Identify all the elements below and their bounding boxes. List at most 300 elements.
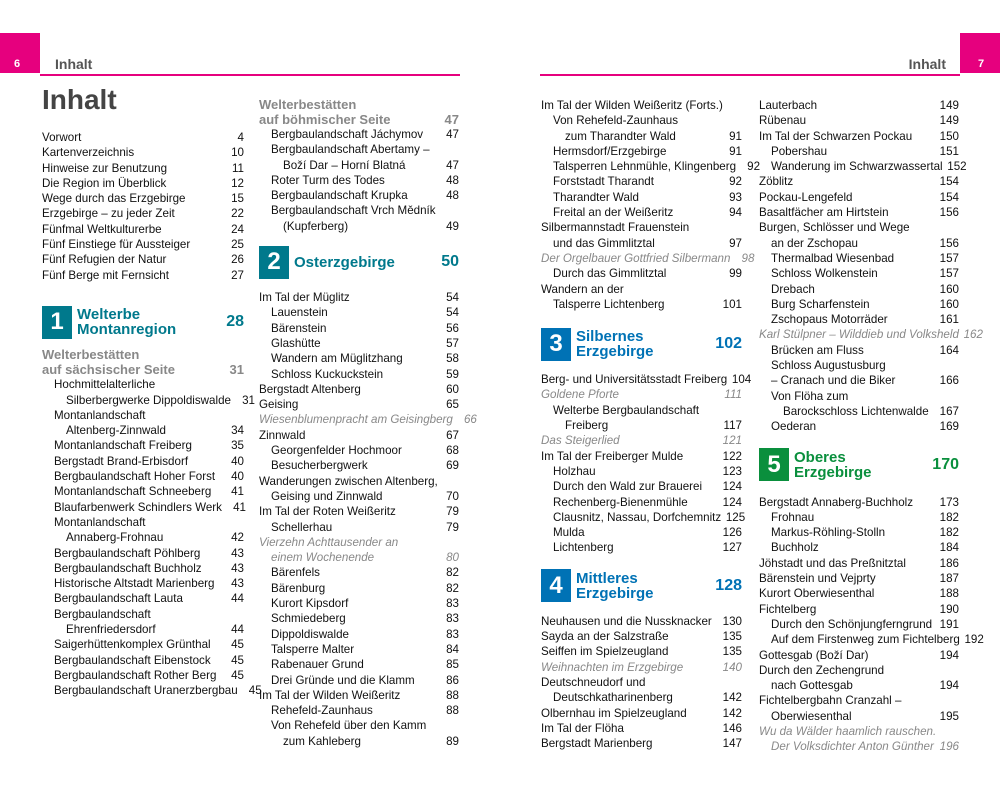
toc-entry[interactable]	[541, 479, 742, 494]
toc-entry[interactable]	[42, 591, 244, 606]
toc-entry-page: 83	[446, 612, 459, 626]
toc-entry[interactable]	[541, 282, 742, 297]
toc-entry-title: Der Orgelbauer Gottfried Silbermann	[541, 251, 731, 265]
toc-entry[interactable]	[541, 690, 742, 705]
toc-entry-page: 68	[446, 444, 459, 458]
toc-entry-page	[723, 98, 747, 113]
toc-entry[interactable]	[541, 251, 755, 266]
toc-entry-title: Lichtenberg	[553, 541, 614, 555]
toc-entry-title: Bergstadt Brand-Erbisdorf	[54, 454, 189, 468]
toc-entry-page: 70	[446, 489, 459, 503]
toc-entry-title: Durch den Schönjungferngrund	[771, 617, 933, 631]
toc-entry[interactable]	[759, 343, 959, 358]
toc-entry[interactable]	[259, 203, 459, 218]
toc-entry-title: Wandern an der	[541, 282, 624, 296]
toc-entry-title: Fünfmal Weltkulturerbe	[42, 222, 162, 236]
osterzgebirge-list	[259, 290, 477, 749]
toc-entry[interactable]	[541, 129, 742, 144]
toc-entry-title: Talsperre Malter	[271, 642, 355, 656]
toc-entry-page: 22	[231, 207, 244, 221]
toc-entry-page: 190	[939, 602, 959, 616]
toc-entry[interactable]	[42, 268, 244, 283]
toc-entry-page	[435, 142, 459, 157]
toc-entry-page: 182	[939, 510, 959, 524]
toc-entry-page: 121	[722, 434, 742, 448]
toc-entry[interactable]	[259, 642, 459, 657]
toc-entry[interactable]	[42, 222, 244, 237]
toc-entry-page: 57	[446, 336, 459, 350]
toc-entry-page: 182	[939, 526, 959, 540]
toc-entry-page	[718, 282, 742, 297]
toc-entry-title: Pockau-Lengefeld	[759, 190, 853, 204]
toc-entry-page: 192	[964, 633, 984, 647]
toc-entry[interactable]	[259, 550, 459, 565]
toc-entry-title: Rübenau	[759, 114, 807, 128]
toc-entry[interactable]	[759, 129, 959, 144]
chapter-3-heading[interactable]	[541, 326, 742, 362]
toc-entry-page: 167	[939, 404, 959, 418]
toc-entry[interactable]	[541, 174, 742, 189]
toc-entry[interactable]	[759, 358, 959, 373]
toc-entry[interactable]	[259, 489, 459, 504]
toc-entry[interactable]	[541, 644, 742, 659]
toc-entry-page: 41	[231, 485, 244, 499]
toc-entry[interactable]	[759, 678, 959, 693]
toc-entry-title: Barockschloss Lichtenwalde	[783, 404, 929, 418]
saxon-sites-list	[42, 377, 262, 698]
toc-entry-title: Im Tal der Freiberger Mulde	[541, 449, 684, 463]
toc-entry[interactable]	[259, 412, 477, 427]
toc-entry-title: Tharandter Wald	[553, 190, 639, 204]
toc-entry[interactable]	[259, 382, 459, 397]
toc-entry[interactable]	[759, 495, 959, 510]
toc-entry-title: Fünf Berge mit Fernsicht	[42, 268, 169, 282]
toc-entry[interactable]	[42, 515, 244, 530]
toc-entry-page: 43	[231, 561, 244, 575]
toc-entry-page	[935, 663, 959, 678]
chapter-page: 28	[226, 313, 244, 331]
toc-entry-title: Montanlandschaft	[54, 515, 146, 529]
toc-entry-title: Burg Scharfenstein	[771, 297, 870, 311]
toc-entry[interactable]	[42, 561, 244, 576]
toc-entry[interactable]	[541, 540, 742, 555]
chapter-title	[794, 450, 932, 480]
toc-entry[interactable]	[541, 660, 742, 675]
toc-entry-page: 154	[939, 190, 959, 204]
toc-entry-page	[935, 358, 959, 373]
toc-entry-title: Rechenberg-Bienenmühle	[553, 495, 688, 509]
toc-entry[interactable]	[759, 540, 959, 555]
toc-entry-title: Mulda	[553, 526, 585, 540]
toc-entry[interactable]	[541, 721, 742, 736]
chapter-title-line-2: Erzgebirge	[794, 463, 872, 481]
toc-entry[interactable]	[541, 629, 742, 644]
toc-entry[interactable]	[259, 458, 459, 473]
toc-entry[interactable]	[42, 206, 244, 221]
toc-entry[interactable]	[759, 312, 959, 327]
toc-entry-page: 83	[446, 597, 459, 611]
toc-entry-page: 124	[722, 480, 742, 494]
toc-entry[interactable]	[259, 305, 459, 320]
toc-entry[interactable]	[759, 709, 959, 724]
toc-entry-title: Frohnau	[771, 510, 815, 524]
toc-entry-page: 56	[446, 321, 459, 335]
toc-entry[interactable]	[42, 423, 244, 438]
chapter-title-line-1: Oberes	[794, 448, 846, 466]
chapter-4-heading[interactable]	[541, 568, 742, 604]
toc-entry-title: Wege durch das Erzgebirge	[42, 192, 186, 206]
toc-entry-page: 49	[446, 219, 459, 233]
toc-entry[interactable]	[541, 266, 742, 281]
toc-entry-title: Zöblitz	[759, 175, 794, 189]
toc-entry[interactable]	[541, 220, 742, 235]
toc-entry[interactable]	[759, 174, 959, 189]
toc-entry-page: 44	[231, 623, 244, 637]
chapter-number-box: 2	[259, 246, 289, 279]
toc-entry[interactable]	[759, 144, 959, 159]
toc-entry[interactable]	[759, 220, 959, 235]
toc-entry-page: 187	[939, 572, 959, 586]
left-header-rule	[40, 74, 460, 76]
toc-entry[interactable]	[759, 236, 959, 251]
toc-entry[interactable]	[42, 484, 244, 499]
toc-entry-title: Seiffen im Spielzeugland	[541, 645, 669, 659]
toc-entry[interactable]	[759, 389, 959, 404]
toc-entry[interactable]	[759, 724, 959, 739]
toc-entry[interactable]	[42, 576, 244, 591]
toc-entry-title: Bergstadt Altenberg	[259, 382, 361, 396]
toc-entry[interactable]	[759, 327, 983, 342]
toc-entry[interactable]	[759, 663, 959, 678]
toc-entry-title: Bergbaulandschaft Jáchymov	[271, 128, 424, 141]
toc-entry-title: (Kupferberg)	[283, 219, 349, 233]
toc-entry[interactable]	[259, 581, 459, 596]
section-page: 31	[229, 361, 244, 377]
toc-entry-title: Georgenfelder Hochmoor	[271, 444, 402, 458]
toc-entry[interactable]	[759, 205, 959, 220]
toc-entry-title: Geising und Zinnwald	[271, 489, 383, 503]
chapter-5-heading[interactable]	[759, 447, 959, 483]
toc-entry[interactable]	[259, 188, 459, 203]
toc-entry[interactable]	[259, 520, 459, 535]
toc-entry[interactable]	[259, 428, 459, 443]
toc-entry[interactable]	[259, 367, 459, 382]
toc-entry-title: Wandern am Müglitzhang	[271, 352, 403, 366]
toc-entry-page: 135	[722, 645, 742, 659]
toc-entry-page: 35	[231, 439, 244, 453]
toc-entry-page: 157	[939, 267, 959, 281]
toc-entry[interactable]	[42, 176, 244, 191]
toc-entry[interactable]	[759, 571, 959, 586]
toc-entry[interactable]	[42, 607, 244, 622]
toc-entry-page: 126	[722, 526, 742, 540]
toc-entry-page: 82	[446, 566, 459, 580]
toc-entry-title: Fünf Einstiege für Aussteiger	[42, 238, 191, 252]
toc-entry-title: Erzgebirge – zu jeder Zeit	[42, 207, 175, 221]
toc-entry-title: Hermsdorf/Erzgebirge	[553, 144, 667, 158]
toc-entry-title: Deutschkatharinenberg	[553, 691, 673, 705]
toc-entry-page: 45	[231, 653, 244, 667]
toc-entry-title: Montanlandschaft Freiberg	[54, 439, 192, 453]
toc-entry-page: 166	[939, 374, 959, 388]
toc-entry[interactable]	[259, 474, 459, 489]
toc-entry[interactable]	[42, 546, 244, 561]
toc-entry[interactable]	[541, 190, 742, 205]
toc-entry[interactable]	[259, 443, 459, 458]
toc-entry-page: 127	[722, 541, 742, 555]
toc-entry-page: 10	[231, 146, 244, 160]
section-heading-bohemian[interactable]	[259, 98, 459, 127]
chapter-2-heading[interactable]	[259, 244, 459, 280]
chapter-title-line-1: Osterzgebirge	[294, 253, 395, 271]
toc-entry-page	[718, 113, 742, 128]
toc-entry[interactable]	[759, 373, 959, 388]
toc-entry[interactable]	[259, 336, 459, 351]
toc-entry[interactable]	[541, 205, 742, 220]
toc-entry[interactable]	[259, 397, 459, 412]
freiberg-list	[541, 372, 752, 556]
toc-entry[interactable]	[42, 377, 244, 392]
toc-entry[interactable]	[259, 596, 459, 611]
toc-entry-title: Das Steigerlied	[541, 434, 620, 448]
section-heading-saxon[interactable]	[42, 348, 244, 377]
toc-entry[interactable]	[759, 190, 959, 205]
toc-entry-title: Schloss Wolkenstein	[771, 267, 878, 281]
section-title	[42, 348, 230, 377]
toc-entry-title: Lauterbach	[759, 99, 818, 112]
chapter-1-heading[interactable]	[42, 304, 244, 340]
toc-entry[interactable]	[759, 159, 967, 174]
toc-entry[interactable]	[759, 251, 959, 266]
toc-entry-title: nach Gottesgab	[771, 679, 853, 693]
toc-entry[interactable]	[759, 586, 959, 601]
toc-entry[interactable]	[42, 653, 244, 668]
toc-entry-page: 58	[446, 352, 459, 366]
toc-entry-title: Goldene Pforte	[541, 388, 619, 402]
chapter-title-line-1: Welterbe	[77, 306, 141, 324]
toc-entry[interactable]	[541, 98, 742, 113]
toc-entry[interactable]	[259, 673, 459, 688]
left-running-header: Inhalt	[55, 56, 93, 72]
toc-entry-title: Deutschneudorf und	[541, 675, 646, 689]
toc-entry[interactable]	[541, 418, 742, 433]
toc-entry-page: 84	[446, 642, 459, 656]
toc-entry-title: Drebach	[771, 282, 815, 296]
toc-entry-page: 160	[939, 297, 959, 311]
toc-entry-title: Bärenstein und Vejprty	[759, 572, 876, 586]
toc-entry[interactable]	[759, 602, 959, 617]
toc-entry[interactable]	[759, 297, 959, 312]
toc-entry-page: 47	[446, 158, 459, 172]
toc-entry[interactable]	[42, 683, 262, 698]
toc-entry-title: Markus-Röhling-Stolln	[771, 526, 886, 540]
toc-entry[interactable]	[541, 449, 742, 464]
toc-entry[interactable]	[541, 144, 742, 159]
toc-entry-page: 156	[939, 236, 959, 250]
chapter-title	[77, 307, 226, 337]
toc-entry[interactable]	[259, 734, 459, 749]
toc-entry[interactable]	[259, 565, 459, 580]
toc-entry-title: Im Tal der Wilden Weißeritz (Forts.)	[541, 99, 723, 112]
toc-entry-page: 150	[939, 129, 959, 143]
toc-entry[interactable]	[541, 614, 742, 629]
toc-entry[interactable]	[259, 627, 459, 642]
toc-entry[interactable]	[42, 637, 244, 652]
toc-entry[interactable]	[541, 297, 742, 312]
toc-entry[interactable]	[259, 290, 459, 305]
toc-entry-page: 196	[939, 740, 959, 754]
toc-entry[interactable]	[42, 530, 244, 545]
toc-entry-title: an der Zschopau	[771, 236, 859, 250]
toc-entry-title: Im Tal der Schwarzen Pockau	[759, 129, 913, 143]
toc-entry[interactable]	[42, 668, 244, 683]
toc-entry-title: Besucherbergwerk	[271, 459, 368, 473]
toc-entry-title: Berg- und Universitätsstadt Freiberg	[541, 373, 728, 387]
toc-entry[interactable]	[759, 404, 959, 419]
toc-entry[interactable]	[541, 495, 742, 510]
toc-entry-page	[220, 377, 244, 392]
toc-entry-page: 45	[231, 668, 244, 682]
toc-entry[interactable]	[259, 535, 459, 550]
toc-entry[interactable]	[541, 706, 742, 721]
toc-entry[interactable]	[259, 351, 459, 366]
toc-entry[interactable]	[541, 525, 742, 540]
chapter-title-line-2: Erzgebirge	[576, 584, 654, 602]
toc-entry[interactable]	[541, 433, 742, 448]
toc-entry[interactable]	[759, 556, 959, 571]
toc-entry[interactable]	[541, 403, 742, 418]
toc-entry[interactable]	[759, 98, 959, 113]
toc-entry-page: 156	[939, 206, 959, 220]
toc-entry-page	[718, 675, 742, 690]
toc-entry[interactable]	[541, 675, 742, 690]
toc-entry-page: 48	[446, 173, 459, 187]
chapter-page: 102	[715, 335, 742, 353]
toc-entry[interactable]	[42, 130, 244, 145]
toc-entry-title: Rehefeld-Zaunhaus	[271, 704, 373, 718]
section-title-line-1: Welterbestätten	[42, 347, 140, 363]
toc-entry[interactable]	[259, 657, 459, 672]
toc-entry[interactable]	[42, 145, 244, 160]
toc-entry[interactable]	[759, 648, 959, 663]
toc-entry[interactable]	[259, 219, 459, 234]
toc-entry-title: Bergbaulandschaft Pöhlberg	[54, 546, 201, 560]
toc-entry-title: Zschopaus Motorräder	[771, 313, 888, 327]
toc-entry-title: Kartenverzeichnis	[42, 146, 135, 160]
toc-entry[interactable]	[541, 159, 761, 174]
toc-entry-page: 40	[231, 454, 244, 468]
toc-entry-page: 125	[725, 510, 746, 524]
toc-entry-title: Welterbe Bergbaulandschaft	[553, 403, 700, 417]
toc-entry[interactable]	[759, 419, 959, 434]
section-title-line-2: auf sächsischer Seite	[42, 361, 175, 377]
toc-entry[interactable]	[42, 438, 244, 453]
toc-entry-page: 44	[231, 592, 244, 606]
toc-entry[interactable]	[759, 739, 959, 754]
toc-column-2	[259, 97, 477, 749]
toc-entry[interactable]	[259, 611, 459, 626]
toc-entry-page	[220, 515, 244, 530]
toc-entry-title: Fichtelberg	[759, 602, 817, 616]
toc-entry[interactable]	[259, 173, 459, 188]
toc-entry-title: Kurort Oberwiesenthal	[759, 587, 875, 601]
toc-entry[interactable]	[541, 736, 742, 751]
toc-entry-page: 66	[463, 413, 477, 427]
section-title	[259, 98, 445, 127]
toc-entry[interactable]	[42, 408, 244, 423]
toc-entry-title: Bärenburg	[271, 581, 326, 595]
toc-entry[interactable]	[759, 282, 959, 297]
toc-entry-page: 92	[729, 175, 742, 189]
toc-entry[interactable]	[42, 393, 255, 408]
toc-entry-page: 92	[747, 160, 761, 174]
toc-entry-title: Silbermannstadt Frauenstein	[541, 221, 690, 235]
toc-entry[interactable]	[42, 161, 244, 176]
toc-entry-page: 160	[939, 282, 959, 296]
toc-entry-title: Neuhausen und die Nussknacker	[541, 614, 712, 628]
toc-entry[interactable]	[259, 321, 459, 336]
toc-entry[interactable]	[259, 703, 459, 718]
toc-entry[interactable]	[759, 266, 959, 281]
toc-entry[interactable]	[541, 236, 742, 251]
toc-entry[interactable]	[259, 504, 459, 519]
toc-entry-page: 85	[446, 658, 459, 672]
toc-entry[interactable]	[759, 617, 959, 632]
toc-entry[interactable]	[759, 113, 959, 128]
toc-entry-title: Zinnwald	[259, 428, 306, 442]
toc-entry[interactable]	[42, 252, 244, 267]
toc-entry-page: 79	[446, 520, 459, 534]
toc-entry[interactable]	[259, 688, 459, 703]
toc-entry-title: zum Kahleberg	[283, 734, 361, 748]
toc-entry[interactable]	[259, 127, 459, 142]
toc-entry[interactable]	[759, 525, 959, 540]
toc-entry[interactable]	[541, 510, 746, 525]
toc-entry-title: Schellerhau	[271, 520, 333, 534]
toc-entry[interactable]	[259, 142, 459, 157]
toc-entry[interactable]	[42, 454, 244, 469]
toc-entry[interactable]	[759, 693, 959, 708]
toc-entry[interactable]	[541, 113, 742, 128]
toc-entry[interactable]	[42, 191, 244, 206]
toc-entry-page: 194	[939, 648, 959, 662]
toc-entry[interactable]	[42, 469, 244, 484]
toc-entry[interactable]	[541, 372, 752, 387]
toc-entry-page: 97	[729, 236, 742, 250]
toc-entry-page	[935, 220, 959, 235]
toc-entry[interactable]	[541, 387, 742, 402]
toc-entry-page: 60	[446, 382, 459, 396]
toc-entry[interactable]	[42, 237, 244, 252]
toc-entry[interactable]	[759, 632, 984, 647]
toc-entry-title: Karl Stülpner – Wilddieb und Volksheld	[759, 328, 959, 342]
toc-entry[interactable]	[259, 158, 459, 173]
toc-entry[interactable]	[541, 464, 742, 479]
toc-entry-title: Schmiedeberg	[271, 612, 346, 626]
toc-entry-title: Holzhau	[553, 464, 596, 478]
toc-entry[interactable]	[759, 510, 959, 525]
toc-entry-title: Basaltfächer am Hirtstein	[759, 206, 889, 220]
toc-entry-page: 94	[729, 206, 742, 220]
toc-entry[interactable]	[259, 718, 459, 733]
toc-entry[interactable]	[42, 500, 244, 515]
toc-entry-page: 173	[939, 495, 959, 509]
toc-column-4	[759, 98, 984, 755]
toc-entry-title: Bergbaulandschaft Lauta	[54, 592, 183, 606]
toc-entry[interactable]	[42, 622, 244, 637]
toc-entry-title: Boží Dar – Horní Blatná	[283, 158, 406, 172]
toc-entry-page	[935, 693, 959, 708]
